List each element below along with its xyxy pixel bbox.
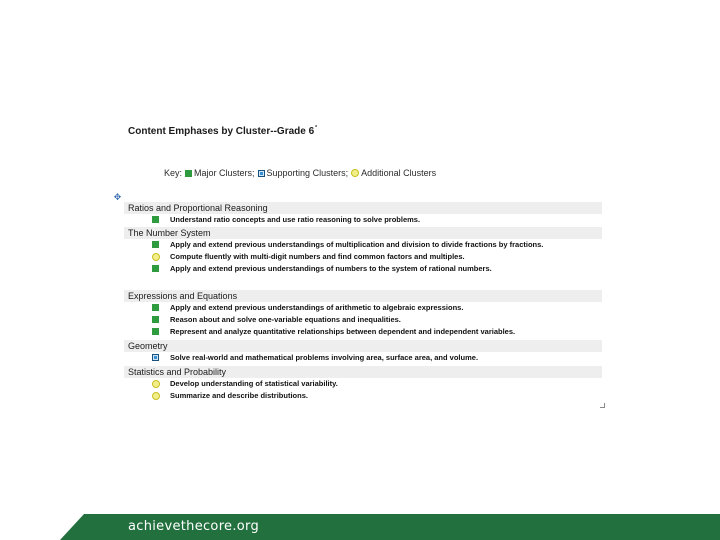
domain-header: Expressions and Equations xyxy=(124,290,602,302)
domain-header: Statistics and Probability xyxy=(124,366,602,378)
major-cluster-square-icon xyxy=(152,316,159,323)
table-resize-handle-icon[interactable] xyxy=(600,403,605,408)
title-text: Content Emphases by Cluster--Grade 6 xyxy=(128,126,315,137)
footer-band xyxy=(0,514,720,540)
cluster-text: Understand ratio concepts and use ratio reasoning to solve problems. xyxy=(170,215,421,224)
additional-cluster-circle-icon xyxy=(152,392,160,400)
legend-key xyxy=(164,168,436,178)
domain-section-statistics xyxy=(124,366,602,402)
cluster-item xyxy=(124,214,602,226)
title-footnote-mark: * xyxy=(315,125,318,131)
major-cluster-square-icon xyxy=(152,241,159,248)
footer-bar xyxy=(0,514,720,540)
cluster-item xyxy=(124,378,602,390)
cluster-item xyxy=(124,251,602,263)
major-cluster-square-icon xyxy=(185,170,192,177)
domain-section-number-system xyxy=(124,227,602,275)
cluster-item xyxy=(124,326,602,338)
major-cluster-square-icon xyxy=(152,304,159,311)
cluster-text: Develop understanding of statistical variability. xyxy=(170,379,338,388)
major-cluster-square-icon xyxy=(152,265,159,272)
cluster-item xyxy=(124,352,602,364)
cluster-text: Compute fluently with multi-digit numbers and find common factors and multiples. xyxy=(170,252,465,261)
cluster-item xyxy=(124,263,602,275)
supporting-cluster-square-icon xyxy=(258,170,265,177)
table-move-handle-icon[interactable]: ✥ xyxy=(113,192,122,202)
cluster-text: Represent and analyze quantitative relationships between dependent and independent variables. xyxy=(170,327,516,336)
key-label: Key: xyxy=(164,168,183,178)
domain-header: Ratios and Proportional Reasoning xyxy=(124,202,602,214)
cluster-item xyxy=(124,390,602,402)
domain-section-expressions xyxy=(124,290,602,338)
cluster-text: Apply and extend previous understandings of arithmetic to algebraic expressions. xyxy=(170,303,464,312)
key-additional: Additional Clusters xyxy=(361,168,437,178)
cluster-item xyxy=(124,302,602,314)
page-title xyxy=(128,126,317,137)
supporting-cluster-square-icon xyxy=(152,354,159,361)
domain-header: The Number System xyxy=(124,227,602,239)
footer-link[interactable]: achievethecore.org xyxy=(128,519,260,534)
domain-header: Geometry xyxy=(124,340,602,352)
cluster-text: Solve real-world and mathematical problems involving area, surface area, and volume. xyxy=(170,353,479,362)
additional-cluster-circle-icon xyxy=(152,253,160,261)
additional-cluster-circle-icon xyxy=(152,380,160,388)
cluster-text: Apply and extend previous understandings of multiplication and division to divide fractions by fractions. xyxy=(170,240,544,249)
additional-cluster-circle-icon xyxy=(351,169,359,177)
domain-section-ratios xyxy=(124,202,602,226)
domain-section-geometry xyxy=(124,340,602,364)
cluster-item xyxy=(124,239,602,251)
cluster-text: Summarize and describe distributions. xyxy=(170,391,308,400)
cluster-text: Apply and extend previous understandings of numbers to the system of rational numbers. xyxy=(170,264,492,273)
major-cluster-square-icon xyxy=(152,216,159,223)
cluster-text: Reason about and solve one-variable equations and inequalities. xyxy=(170,315,401,324)
cluster-item xyxy=(124,314,602,326)
key-major: Major Clusters; xyxy=(194,168,255,178)
key-supporting: Supporting Clusters; xyxy=(266,168,349,178)
major-cluster-square-icon xyxy=(152,328,159,335)
